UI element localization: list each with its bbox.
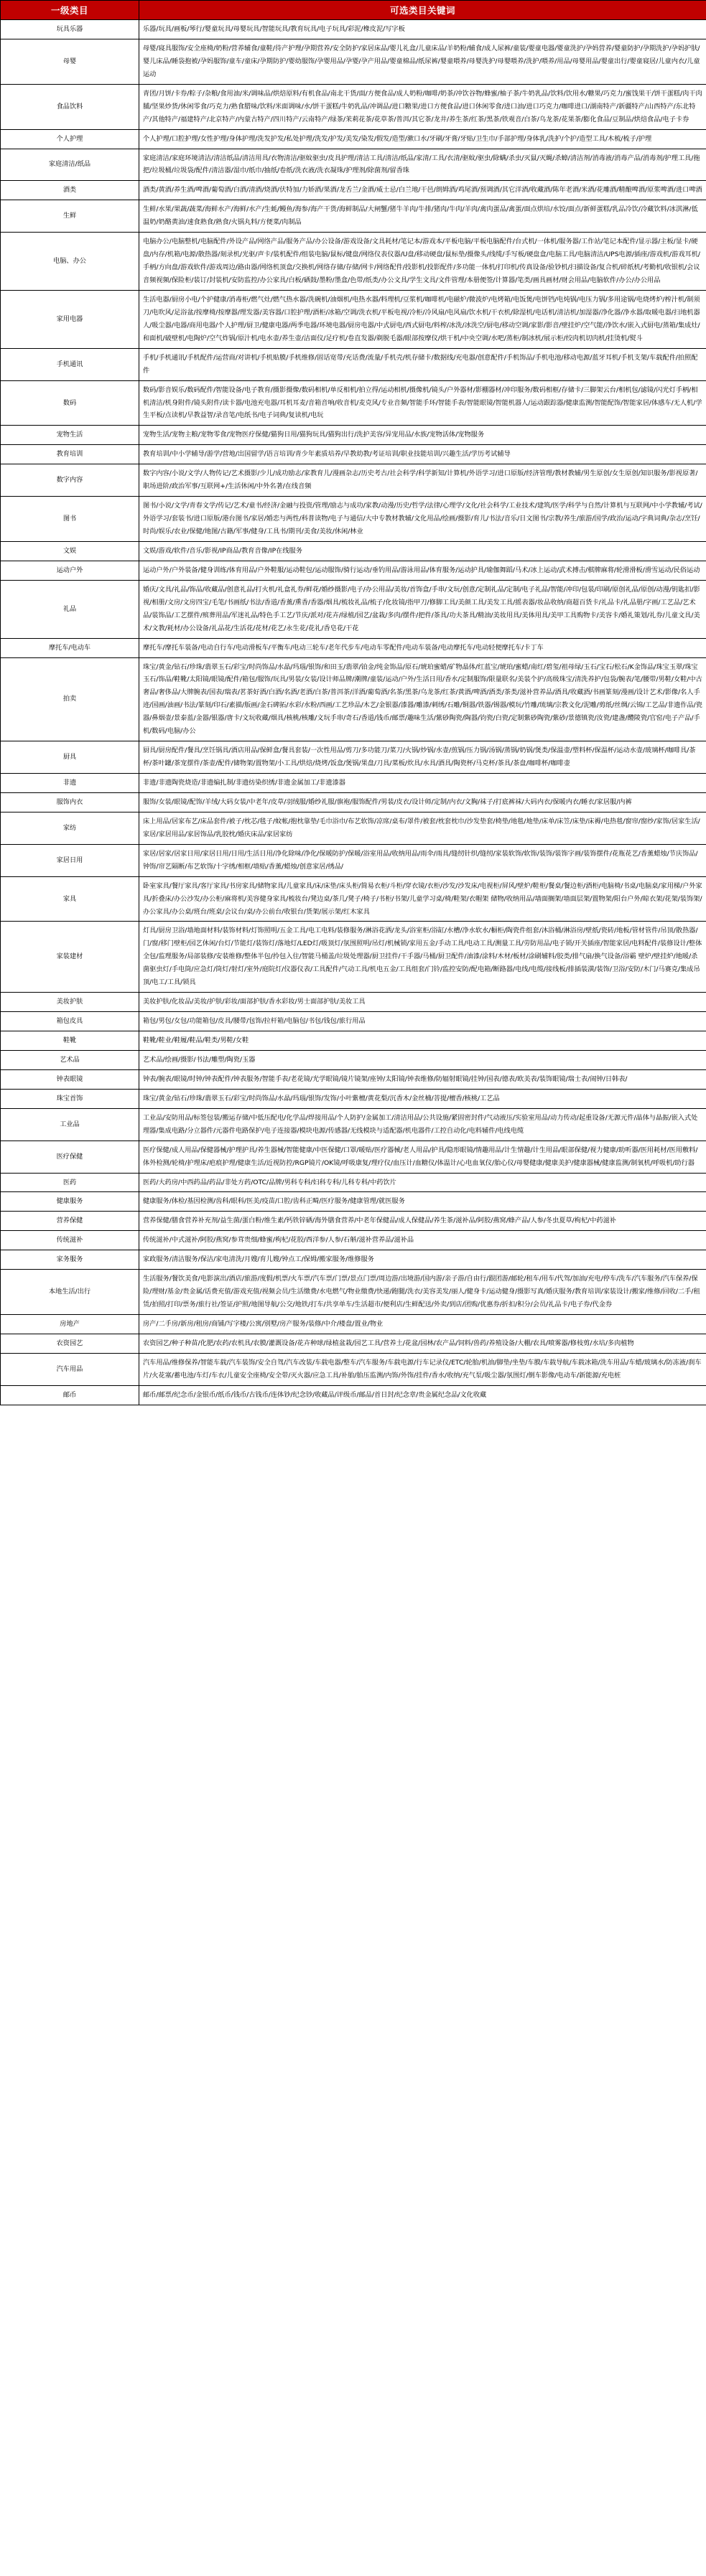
- category-cell: 钟表眼镜: [1, 1069, 139, 1089]
- category-cell: 本地生活/出行: [1, 1270, 139, 1315]
- keywords-cell: 婚庆/文具/礼品/饰品/收藏品/创意礼品/打火机/礼盒礼券/鲜花/婚纱摄影/电子/办公用品/美妆/首饰盒/手串/文玩/创意/定制礼品/定制/电子礼品/智能/冲印/包装/印刷/原创礼品/原创/动漫/钥匙扣/影视/相册/文房/文房四宝/毛笔/书画纸/书法/香道/香薰/熏香/香器/烟具/梳妆礼品/梳子/化妆镜/指甲刀/修脚工具/美颜工具/美发工具/摇表器/妆品收纳/商超百货卡/礼品卡/礼品册/字画/工艺品/艺术品/装饰品/工艺摆件/殡葬用品/军迷礼品/特色手工艺/节庆/派对/花卉/绿植/园艺/盆栽/多肉/摆件/把件/茶具/功夫茶具/精油/美妆用具/美体用具/美甲工具购物卡/美容卡/婚礼策划/礼券/儿童文具/美术/文教/耗材/办公设备/礼品花/生活花/花材/花艺/永生花/花礼/香皂花/干花: [139, 580, 706, 638]
- category-cell: 非遗: [1, 774, 139, 793]
- category-cell: 美妆护肤: [1, 993, 139, 1012]
- keywords-cell: 青团/月饼/卡券/粽子/杂粮/食用油/米/调味品/烘焙原料/有机食品/南北干货/面/方便食品/成人奶粉/咖啡/奶茶/冲饮谷物/蜂蜜/柚子茶/牛奶乳品/饮料/饮用水/糖果/巧克力/蜜饯果干/饼干蛋糕/肉干肉脯/坚果炒货/休闲零食/巧克力/熟食腊味/饮料/米面调味/水/饼干蛋糕/牛奶乳品/冲调品/进口糖果/进口方便食品/进口休闲零食/进口油/进口巧克力/咖啡进口/湖南特产/新疆特产/山西特产/东北特产/其他特产/福建特产/北京特产/内蒙古特产/四川特产/云南特产/绿茶/茉莉花茶/花草茶/普洱/其它茶/龙井/养生茶/红茶/黑茶/铁观音/白茶/乌龙茶/花果茶/膨化食品/豆制品/烘焙食品/电子卡券: [139, 84, 706, 129]
- category-cell: 图书: [1, 497, 139, 542]
- keywords-cell: 工业品/安防用品/标签包装/搬运存储/中低压配电/化学品/焊接用品/个人防护/金属加工/清洁用品/公共设施/紧固密封件/气动液压/实验室用品/动力传动/起重设备/无源元件/晶体与晶振/嵌入式处理器/集成电路/分立器件/元器件电路保护/电子连接器/模块电源/传感器/无线模块与适配器/机电器件/工控自动化/电料辅件/电线电缆: [139, 1108, 706, 1141]
- category-cell: 珠宝首饰: [1, 1089, 139, 1108]
- keywords-cell: 服饰/女装/眼镜/配饰/羊绒/大码女装/中老年/皮草/羽绒服/婚纱礼服/旗袍/服饰配件/男装/皮衣/设计师/定制/内衣/文胸/袜子/打底裤袜/大码内衣/保暖内衣/睡衣/家居服/内裤: [139, 792, 706, 812]
- table-row: [1, 380, 706, 426]
- keywords-cell: 文娱/游戏/软件/音乐/影视/IP商品/教育音像/IP在线服务: [139, 541, 706, 561]
- table-row: [1, 1031, 706, 1051]
- category-cell: 医药: [1, 1173, 139, 1192]
- keywords-cell: 宠物生活/宠物主粮/宠物零食/宠物医疗保健/猫狗日用/猫狗玩具/猫狗出行/洗护美容/异宠用品/水族/宠物活体/宠物服务: [139, 426, 706, 445]
- category-cell: 家庭清洁/纸品: [1, 149, 139, 181]
- category-cell: 拍卖: [1, 657, 139, 741]
- table-row: [1, 792, 706, 812]
- keywords-cell: 教育培训/中小学辅导/游学/营地/出国留学/语言培训/青少年素质培养/早教幼教/考证培训/职业技能培训/兴趣生活/学历考试辅导: [139, 445, 706, 464]
- category-cell: 电脑、办公: [1, 233, 139, 291]
- keywords-cell: 钟表/腕表/眼镜/时钟/钟表配件/钟表服务/智能手表/老花镜/光学眼镜/镜片镜架/座钟/太阳镜/钟表维修/防辐射眼镜/挂钟/国表/德表/欧美表/装饰眼镜/瑞士表/闹钟/日韩表/: [139, 1069, 706, 1089]
- category-cell: 汽车用品: [1, 1353, 139, 1385]
- category-cell: 箱包皮具: [1, 1012, 139, 1031]
- table-row: [1, 1353, 706, 1385]
- table-row: [1, 1212, 706, 1231]
- table-row: [1, 181, 706, 200]
- table-row: [1, 464, 706, 497]
- category-cell: 鞋靴: [1, 1031, 139, 1051]
- table-row: [1, 445, 706, 464]
- category-cell: 厨具: [1, 741, 139, 774]
- table-row: [1, 20, 706, 39]
- table-row: [1, 638, 706, 657]
- category-cell: 家居日用: [1, 844, 139, 876]
- keywords-cell: 灯具/厨房卫浴/墙地面材料/装饰材料/灯饰照明/五金工具/电工电料/装修服务/淋浴花洒/龙头/浴室柜/浴缸/水槽/净水软水/橱柜/陶瓷件组套/沐浴桶/淋浴房/壁纸/瓷砖/地板/管材管件/吊顶/散热器/门/窗/移门壁柜/园艺休闲/台灯/节能灯/装饰灯/落地灯/LED灯/吸顶灯/氛围照明/吊灯/机械锁/家用五金/手动工具/电动工具/测量工具/劳防用品/电子锁/开关插座/智能家居/电料配件/装修设计/整体全包/监理服务/局部装修/安装维修/整体半包/拎包入住/智能马桶盖/垃圾处理器/厨卫挂件/干手器/马桶/厨卫配件/油漆/涂料/木材/板材/涂刷辅料/胶类/排气扇/换气设备/浴霸 壁炉/壁挂炉/地暖/杀菌驱虫灯/手电筒/应急灯/筒灯/射灯/室外/庭院灯/仪器仪表/工具配件/气动工具/机电五金/工具组套/门铃/监控安防/配电箱/断路器/电线/电缆/接线板/排插装潢/装饰/卫浴/安防/木门/马赛克/集成吊顶/电工/工具/锁具: [139, 922, 706, 993]
- keywords-cell: 健康服务/体检/基因检测/齿科/眼科/医美/疫苗/口腔/齿科正畸/医疗服务/健康管理/就医服务: [139, 1192, 706, 1212]
- table-row: [1, 541, 706, 561]
- table-row: [1, 741, 706, 774]
- table-row: [1, 200, 706, 233]
- category-cell: 数码: [1, 380, 139, 426]
- table-row: [1, 149, 706, 181]
- table-row: [1, 1385, 706, 1405]
- keywords-cell: 运动户外/户外装备/健身训练/体育用品/户外鞋服/运动鞋包/运动服饰/骑行运动/垂钓用品/游泳用品/体育服务/运动护具/瑜伽舞蹈/马术/冰上运动/武术搏击/棋牌麻将/轮滑滑板/滑雪运动/民俗运动: [139, 561, 706, 580]
- table-row: [1, 1069, 706, 1089]
- keywords-cell: 珠宝/黄金/钻石/珍珠/翡翠玉石/彩宝/时尚饰品/水晶/玛瑙/银饰/发饰/小叶紫檀/黄花梨/沉香木/金丝楠/菩提/檀香/核桃/工艺品: [139, 1089, 706, 1108]
- table-row: [1, 1173, 706, 1192]
- table-header: [1, 1, 706, 20]
- table-row: [1, 497, 706, 542]
- keywords-cell: 家庭清洁/家庭环境清洁/清洁纸品/清洁用具/衣物清洁/驱蚊驱虫/皮具护理/清洁工具/清洁/纸品/家清/工具/衣清/驱蚊/驱虫/除螨/杀虫/灭鼠/灭蝇/杀蟑/清洁剂/消毒液/消毒产品/消毒剂/护理工具/拖把/垃圾桶/垃圾袋/配件/清洁器/湿巾/纸巾/抽纸/卷纸/洗衣液/洗衣凝珠/护理剂/除菌剂/留香珠: [139, 149, 706, 181]
- table-row: [1, 1334, 706, 1353]
- keywords-cell: 美妆护肤/化妆品/美妆/护肤/彩妆/面部护肤/香水彩妆/男士面部护肤/美妆工具: [139, 993, 706, 1012]
- table-row: [1, 922, 706, 993]
- keywords-cell: 邮币/邮票/纪念币/金银币/纸币/钱币/古钱币/连体钞/纪念钞/收藏品/评级币/邮品/首日封/纪念章/贵金属纪念品/文化收藏: [139, 1385, 706, 1405]
- table-body: [1, 20, 706, 1405]
- keywords-cell: 箱包/男包/女包/功能箱包/皮具/腰带/包饰/拉杆箱/电脑包/书包/钱包/旅行用品: [139, 1012, 706, 1031]
- keywords-cell: 非遗/非遗陶瓷烧造/非遗编扎制/非遗纺染织绣/非遗金属加工/非遗漆器: [139, 774, 706, 793]
- keywords-cell: 生活服务/餐饮美食/电影演出/酒店/旅游/度假/机票/火车票/汽车票/门票/景点门票/周边游/出境游/国内游/亲子游/自由行/跟团游/邮轮/租车/用车/代驾/加油/充电/停车/洗车/汽车服务/汽车保养/保险/理财/基金/贵金属/话费充值/游戏充值/视频会员/生活缴费/水电燃气/物业缴费/快递/跑腿/洗衣/美容美发/丽人/健身卡/运动健身/摄影写真/婚庆服务/教育培训/家装设计/搬家/维修/回收/二手/租赁/拍照/打印/票务/旅行社/签证/护照/地图导航/公交/地铁/打车/共享单车/生活超市/便利店/生鲜配送/外卖/到店/团购/优惠券/折扣/积分/会员/礼品卡/电子券/代金券: [139, 1270, 706, 1315]
- table-row: [1, 561, 706, 580]
- category-cell: 数字内容: [1, 464, 139, 497]
- category-cell: 食品饮料: [1, 84, 139, 129]
- category-cell: 艺术品: [1, 1050, 139, 1069]
- table-row: [1, 1231, 706, 1250]
- keywords-cell: 家居/居家/居家日用/家居日用/日用/生活日用/净化除味/净化/保暖防护/保暖/浴室用品/收纳用品/雨伞/雨具/缝纫针织/缝纫/家装软饰/软饰/装饰/装饰字画/装饰摆件/花瓶花艺/香薰蜡烛/节庆饰品/钟饰/帘艺隔断/布艺软饰/十字绣/相框/墙贴/香薰/蜡烛/创意家居/绣品/: [139, 844, 706, 876]
- table-row: [1, 39, 706, 84]
- table-row: [1, 1141, 706, 1173]
- keywords-cell: 生活电器/厨房小电/个护健康/消毒柜/燃气灶/燃气热水器/洗碗机/油烟机/电热水器/料理机/豆浆机/咖啡机/电磁炉/微波炉/电烤箱/电饭煲/电饼铛/电炖锅/电压力锅/多用途锅/电烧烤炉/榨汁机/制须刀/电吹风/足浴盆/按摩椅/按摩器/理发器/美容器/口腔护理/酒柜/冰箱/空调/洗衣机/平板电视/冷柜/冷风扇/电风扇/饮水机/干衣机/除湿机/电话机/清洁机/加湿器/净化器/净水器/取暖电器/扫地机器人/吸尘器/电器/商用电器/个人护理/厨卫/健康电器/两季电器/环境电器/厨房电器/中式厨电/西式厨电/料榨/冰洗/冰洗空/厨电/移动空调/家影/影音/壁挂炉/空气能/净饮水/嵌入式厨电/蒸箱/集成灶/和面机/破壁机/电陶炉/空气炸锅/原汁机/电水壶/养生壶/洁面仪/足疗机/卷直发器/剃脱毛器/眼部按摩仪/烘干机/中央空调/水吧/蒸柜/制冰机/展示柜/绞肉机切肉机/挂烫机/熨斗: [139, 290, 706, 348]
- category-cell: 服饰内衣: [1, 792, 139, 812]
- keywords-cell: 珠宝/黄金/钻石/珍珠/翡翠玉石/彩宝/时尚饰品/水晶/玛瑙/银饰/和田玉/翡翠/铂金/纯金饰品/原石/琥珀蜜蜡/矿物晶体/红蓝宝/琥珀/蜜蜡/南红/碧玺/祖母绿/玉石/宝石/松石/K金饰品/珠宝玉翠/珠宝玉石/饰品/鞋靴/太阳镜/眼镜/配件/箱包/服饰/玩具/男装/女装/设计师品牌/潮牌/童装/运动/户外/生活日用/香水/定制服饰/限量联名/美装个护/高级珠宝/清洗养护/包袋/腕表/笔/腰带/男鞋/女鞋/中古奢品/奢侈品/大牌腕表/国表/瑞表/茗茶好酒/白酒/名酒/老酒/白茶/普洱茶/洋酒/葡萄酒/名茶/黑茶/乌龙茶/红茶/黄酒/啤酒/酒类/茶类/滋补营养品/酒具/收藏酒/书画篆刻/漫画/设计艺术/影像/名人手迹/国画/油画/书法/篆刻/印石/素描/版画/金石碑拓/水彩/水粉/西画/工艺珍品/木艺/金银器/漆器/雕漆/刺绣/石雕/铜器/铁器/锡器/模玩/竹雕/琉璃/宗教文化/泥雕/剪纸/丝绸/云锦/工艺品/非遗作品/瓷器/鼻烟壶/景泰蓝/金器/银器/唐卡/文玩收藏/烟具/核桃/核雕/文玩手串/奇石/香道/钱币/邮票/趣味生活/紫砂陶瓷/陶器/钧瓷/白瓷/定制紫砂陶瓷/紫砂/景德镇瓷/汝瓷/建盏/醴陵瓷/官窑/电子产品/手机/数码/电脑/办公: [139, 657, 706, 741]
- table-row: [1, 844, 706, 876]
- keywords-cell: 数字内容/小说/文学/人物传记/艺术摄影/少儿/成功励志/家教育儿/漫画杂志/历史考古/社会科学/科学新知/计算机/外语学习/进口原版/经济管理/教材教辅/男生原创/女生原创/知识服务/影视原著/职场进阶/政治军事/互联网+/生活休闲/中外名著/在线音频: [139, 464, 706, 497]
- category-cell: 生鲜: [1, 200, 139, 233]
- category-cell: 文娱: [1, 541, 139, 561]
- keywords-cell: 传统滋补/中式滋补/阿胶/燕窝/参茸贵细/蜂蜜/枸杞/花胶/西洋参/人参/石斛/滋补营养品/滋补品: [139, 1231, 706, 1250]
- table-row: [1, 290, 706, 348]
- category-cell: 家具: [1, 876, 139, 922]
- keywords-cell: 医疗保健/成人用品/保健器械/护理护具/养生器械/智能健康/中医保健/口罩/暖贴/医疗器械/老人用品/护具/隐形眼镜/情趣用品/计生情趣/计生用品/眼部保健/视力健康/助听器/医用耗材/医用敷料/体外检测/轮椅/护理床/疤痕护理/健康生活/近视防控/RGP镜片/OK镜/呼吸康复/理疗仪/血压计/血糖仪/体温计/心电血氧仪/胎心仪/母婴健康/健康美护/健康器械/健康监测/制氧机/呼吸机/助行器: [139, 1141, 706, 1173]
- keywords-cell: 营养保健/膳食营养补充剂/益生菌/蛋白粉/维生素/钙铁锌硒/海外膳食营养/中老年保健品/成人保健品/养生茶/滋补品/阿胶/燕窝/蜂产品/人参/冬虫夏草/枸杞/中药滋补: [139, 1212, 706, 1231]
- table-row: [1, 426, 706, 445]
- keywords-cell: 卧室家具/餐厅家具/客厅家具/书房家具/储物家具/儿童家具/床/床垫/床头柜/简易衣柜/斗柜/穿衣镜/衣柜/沙发/沙发床/电视柜/屏风/壁炉/鞋柜/餐桌/餐边柜/酒柜/电脑椅/书桌/电脑桌/家用梯/户外家具/折叠床/办公沙发/办公柜/麻将机/美容健身家具/梳妆台/凳边桌/茶几/凳子/椅子/书柜/书架/儿童学习桌/椅/鞋架/衣帽架 储物/收纳用品/墙面搁架/墙面层架/置物架/阳台户外/晾衣架/花架/装饰架/办公家具/办公桌/班台/班桌/会议台/桌/办公前台/收银台/货架/展示架/红木家具: [139, 876, 706, 922]
- category-cell: 健康服务: [1, 1192, 139, 1212]
- category-cell: 个人护理: [1, 129, 139, 149]
- keywords-cell: 酒类/黄酒/养生酒/啤酒/葡萄酒/白酒/清酒/烧酒/伏特加/力娇酒/果酒/龙舌兰/金酒/威士忌/白兰地/干邑/朗姆酒/鸡尾酒/预调酒/其它洋酒/收藏酒/陈年老酒/米酒/花雕酒/精酿啤酒/原浆啤酒/进口啤酒: [139, 181, 706, 200]
- keywords-cell: 个人护理/口腔护理/女性护理/身体护理/洗发护发/私处护理/洗发/护发/美发/染发/假发/造型/漱口水/牙刷/牙膏/牙贴/卫生巾/手部护理/身体乳/洗护/个护/造型工具/木梳/梳子/护理: [139, 129, 706, 149]
- keywords-cell: 鞋靴/鞋业/鞋履/鞋品/鞋类/男鞋/女鞋: [139, 1031, 706, 1051]
- keywords-cell: 数码/影音娱乐/数码配件/智能设备/电子教育/摄影摄像/数码相机/单反相机/拍立得/运动相机/摄像机/镜头/户外器材/影棚器材/冲印服务/数码相框/存储卡/三脚架云台/相机包/滤镜/闪光灯手柄/相机清洁/机身附件/镜头附件/读卡器/电池充电器/耳机耳麦/音箱音响/收音机/麦克风/专业音频/智能手环/智能手表/智能眼镜/智能机器人/运动跟踪器/健康监测/智能配饰/智能家居/体感车/无人机/学生平板/点读机/早教益智/录音笔/电纸书/电子词典/复读机/电玩: [139, 380, 706, 426]
- category-cell: 宠物生活: [1, 426, 139, 445]
- category-cell: 家务服务: [1, 1250, 139, 1270]
- category-cell: 工业品: [1, 1108, 139, 1141]
- category-cell: 房地产: [1, 1315, 139, 1334]
- keywords-cell: 汽车用品/维修保养/智能车载/汽车装饰/安全自驾/汽车改装/车载电器/整车/汽车服务/车载电源/行车记录仪/ETC/轮胎/机油/脚垫/坐垫/车膜/车载导航/车载冰箱/洗车用品/车蜡/玻璃水/防冻液/刹车片/火花塞/蓄电池/车灯/车衣/儿童安全座椅/安全带/灭火器/应急工具/补胎/胎压监测/内饰/外饰/挂件/香水/收纳/充气泵/吸尘器/氛围灯/倒车影像/电动车/新能源/充电桩: [139, 1353, 706, 1385]
- category-cell: 家纺: [1, 812, 139, 844]
- table-row: [1, 657, 706, 741]
- keywords-cell: 农资园艺/种子种苗/化肥/农药/农机具/农膜/灌溉设备/花卉种球/绿植盆栽/园艺工具/营养土/花盆/园林/农产品/饲料/兽药/养殖设备/大棚/农具/喷雾器/修枝剪/水培/多肉植物: [139, 1334, 706, 1353]
- category-cell: 农资园艺: [1, 1334, 139, 1353]
- category-cell: 摩托车/电动车: [1, 638, 139, 657]
- keywords-cell: 生鲜/水果/果蔬/蔬菜/海鲜水产/海鲜/水产/生蚝/鳗鱼/海参/海产干货/海鲜制品/大闸蟹/猪牛羊肉/牛排/猪肉/牛肉/羊肉/禽肉蛋品/禽蛋/面点烘培/水饺/面点/新鲜蛋糕/乳品冷饮/冷藏饮料/冰淇淋/低温奶/奶酪黄油/速食熟食/熟食/火锅丸料/方便菜/肉制品: [139, 200, 706, 233]
- table-row: [1, 1089, 706, 1108]
- table-row: [1, 233, 706, 291]
- category-cell: 运动户外: [1, 561, 139, 580]
- keywords-cell: 电脑办公/电脑整机/电脑配件/外设产品/网络产品/服务产品/办公设备/游戏设备/文具耗材/笔记本/游戏本/平板电脑/平板电脑配件/台式机/一体机/服务器/工作站/笔记本配件/显示器/主板/显卡/硬盘/内存/机箱/电源/散热器/刻录机/光驱/声卡/装机配件/组装电脑/鼠标/键盘/网络仪表仪器/U盘/移动硬盘/鼠标垫/摄像头/线缆/手写板/硬盘盒/电脑工具/电脑清洁/UPS电源/插座/游戏机/游戏耳机/手柄/方向盘/游戏软件/游戏周边/路由器/网络机顶盒/交换机/网络存储/存储/网卡/网络配件/投影机/投影配件/多功能一体机/打印机/传真设备/验钞机/扫描设备/复合机/碎纸机/考勤机/收银机/会议音频视频/保险柜/装订/封装机/安防监控/办公家具/白板/硒鼓/墨粉/墨盒/色带/纸类/办公文具/学生文具/文件管理/本册便签/计算器/笔类/画具画材/财会用品/电脑软件/办公/办公用品: [139, 233, 706, 291]
- category-cell: 传统滋补: [1, 1231, 139, 1250]
- keywords-cell: 家政服务/清洁服务/保洁/家电清洗/月嫂/育儿嫂/钟点工/保姆/搬家服务/维修服务: [139, 1250, 706, 1270]
- table-row: [1, 1315, 706, 1334]
- keywords-cell: 手机/手机通讯/手机配件/运营商/对讲机/手机贴膜/手机维修/固话宽带/充话费/流量/手机壳/机存储卡/数据线/充电器/创意配件/手机饰品/手机电池/移动电源/蓝牙耳机/手机支架/车载配件/拍照配件: [139, 348, 706, 380]
- keywords-cell: 厨具/厨房配件/餐具/烹饪锅具/酒店用品/保鲜盒/餐具套装/一次性用品/剪刀/多功能刀/菜刀/火锅/炒锅/水壶/煎锅/压力锅/汤锅/蒸锅/奶锅/煲类/保温壶/塑料杯/保温杯/运动水壶/玻璃杯/咖啡具/茶杯/茶叶罐/茶宠摆件/茶壶/配件/储物架/置物架/小工具/烘焙/烧烤/饭盒/煲锅/果盘/刀具/菜板/炊具/水具/酒具/陶瓷杯/马克杯/茶具/茶盘/咖啡杯/咖啡壶: [139, 741, 706, 774]
- keywords-cell: 母婴/寝具服饰/安全座椅/奶粉/营养辅食/童鞋/待产护理/孕期营养/安全防护/家居床品/婴儿礼盒/儿童床品/羊奶粉/辅食/成人尿裤/童装/婴童电器/婴童洗护/孕妈营养/婴童防护/孕期洗护/孕妈护肤/婴儿床品/睡袋抱被/孕妈服饰/童车/童床/孕期防护/婴幼服饰/孕婴用品/孕婴/孕产用品/婴童棉品/纸尿裤/婴童喂养/母婴洗护/母婴喂养/洗护/喂养/用品/母婴用品/婴童出行/婴童寝居/儿童内衣/儿童运动: [139, 39, 706, 84]
- keywords-cell: 房产/二手房/新房/租房/商铺/写字楼/公寓/别墅/房产服务/装修/中介/楼盘/置业/物业: [139, 1315, 706, 1334]
- category-cell: 家用电器: [1, 290, 139, 348]
- keywords-cell: 艺术品/绘画/摄影/书法/雕塑/陶瓷/玉器: [139, 1050, 706, 1069]
- keywords-cell: 图书/小说/文学/青春文学/传记/艺术/童书/经济/金融与投资/管理/励志与成功/家教/动漫/历史/哲学/法律/心理学/文化/社会科学/工业技术/建筑/医学/科学与自然/计算机与互联网/中小学教辅/考试/外语学习/套装书/进口原版/港台图书/家居/婚恋与两性/科普读物/电子与通信/大中专教材教辅/文化用品/绘画/摄影/育儿/书法/音乐/日文图书/宗教/养生/旅游/国学/政治/运动/字典词典/杂志/烹饪/时尚/娱乐/农业/保健/地图/古籍/军事/健身/工具书/期刊/美食/美妆/休闲/林业: [139, 497, 706, 542]
- keywords-cell: 乐器/玩具/画板/琴行/婴童玩具/母婴玩具/智能玩具/教育玩具/电子玩具/彩泥/橡皮泥/写字板: [139, 20, 706, 39]
- table-row: [1, 1270, 706, 1315]
- category-cell: 医疗保健: [1, 1141, 139, 1173]
- category-cell: 家装建材: [1, 922, 139, 993]
- table-row: [1, 876, 706, 922]
- header-row: [1, 1, 706, 20]
- table-row: [1, 1192, 706, 1212]
- table-row: [1, 1250, 706, 1270]
- table-row: [1, 129, 706, 149]
- table-row: [1, 1050, 706, 1069]
- category-cell: 玩具乐器: [1, 20, 139, 39]
- table-row: [1, 348, 706, 380]
- table-row: [1, 84, 706, 129]
- table-row: [1, 580, 706, 638]
- table-row: [1, 1108, 706, 1141]
- category-cell: 教育培训: [1, 445, 139, 464]
- keywords-cell: 床上用品/居家布艺/床品套件/被子/枕芯/毯子/蚊帐/抱枕靠垫/毛巾浴巾/布艺软饰/凉席/桌布/罩件/被套/枕套枕巾/沙发垫套/椅垫/地毯/地垫/床单/床笠/床垫/床褥/电热毯/窗帘/窗纱/家饰/居家生活/家居/家居用品/家居饰品/乳胶枕/婚庆床品/家居家纺: [139, 812, 706, 844]
- category-cell: 手机通讯: [1, 348, 139, 380]
- category-cell: 邮币: [1, 1385, 139, 1405]
- category-cell: 酒类: [1, 181, 139, 200]
- table-row: [1, 1012, 706, 1031]
- category-cell: 母婴: [1, 39, 139, 84]
- table-row: [1, 812, 706, 844]
- category-cell: 营养保健: [1, 1212, 139, 1231]
- category-cell: 礼品: [1, 580, 139, 638]
- header-category: 一级类目: [1, 1, 139, 20]
- keywords-cell: 摩托车/摩托车装备/电动自行车/电动滑板车/平衡车/电动三轮车/老年代步车/电动车零配件/电动车装备/电动摩托车/电动轻便摩托车/卡丁车: [139, 638, 706, 657]
- keywords-cell: 医药/大药房/中西药品/药品/非处方药/OTC/品牌/男科专科/妇科专科/儿科专科/中药饮片: [139, 1173, 706, 1192]
- header-keywords: 可选类目关键词: [139, 1, 706, 20]
- table-row: [1, 993, 706, 1012]
- table-row: [1, 774, 706, 793]
